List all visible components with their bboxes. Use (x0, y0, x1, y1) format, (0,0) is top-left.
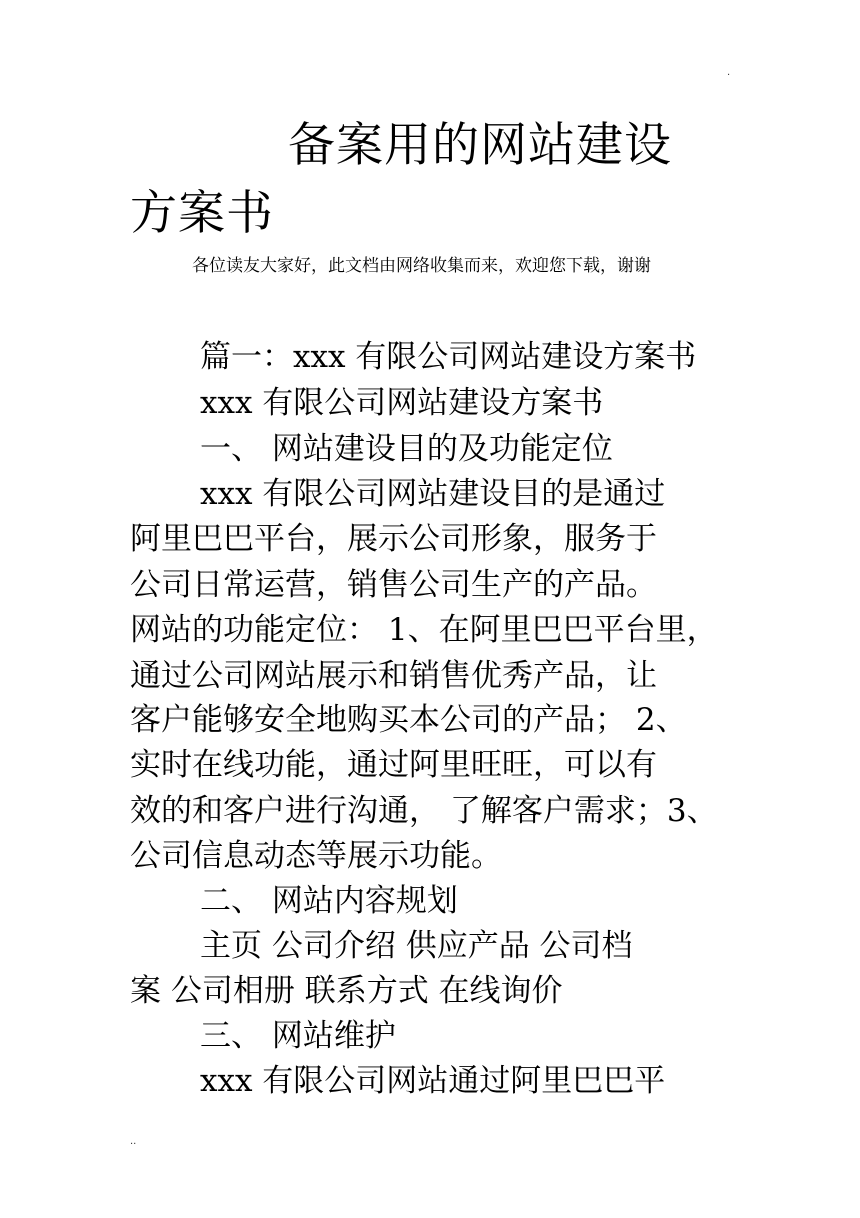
body-line-6: 公司日常运营，销售公司生产的产品。 (130, 567, 657, 603)
body-line-14: 主页 公司介绍 供应产品 公司档 (200, 928, 633, 964)
bottom-left-mark: .. (130, 1136, 137, 1147)
body-line-4: xxx 有限公司网站建设目的是通过 (200, 476, 666, 512)
body-line-17: xxx 有限公司网站通过阿里巴巴平 (200, 1063, 666, 1099)
body-line-2: xxx 有限公司网站建设方案书 (200, 385, 604, 421)
body-line-3: 一、 网站建设目的及功能定位 (200, 431, 613, 467)
body-line-8: 通过公司网站展示和销售优秀产品，让 (130, 658, 657, 694)
title-line-1: 备案用的网站建设 (288, 118, 672, 173)
subtitle: 各位读友大家好，此文档由网络收集而来，欢迎您下载，谢谢 (192, 256, 651, 276)
body-line-1: 篇一：xxx 有限公司网站建设方案书 (200, 339, 697, 375)
body-line-12: 公司信息动态等展示功能。 (130, 838, 502, 874)
body-line-7: 网站的功能定位： 1、在阿里巴巴平台里， (130, 612, 718, 648)
body-line-16: 三、 网站维护 (200, 1018, 396, 1054)
body-line-13: 二、 网站内容规划 (200, 883, 458, 919)
title-line-2: 方案书 (130, 186, 274, 241)
body-line-5: 阿里巴巴平台，展示公司形象，服务于 (130, 521, 657, 557)
body-line-9: 客户能够安全地购买本公司的产品； 2、 (130, 702, 687, 738)
body-line-10: 实时在线功能，通过阿里旺旺，可以有 (130, 747, 657, 783)
body-line-15: 案 公司相册 联系方式 在线询价 (130, 973, 563, 1009)
body-line-11: 效的和客户进行沟通， 了解客户需求；3、 (130, 793, 718, 829)
top-right-mark: . (727, 67, 731, 78)
